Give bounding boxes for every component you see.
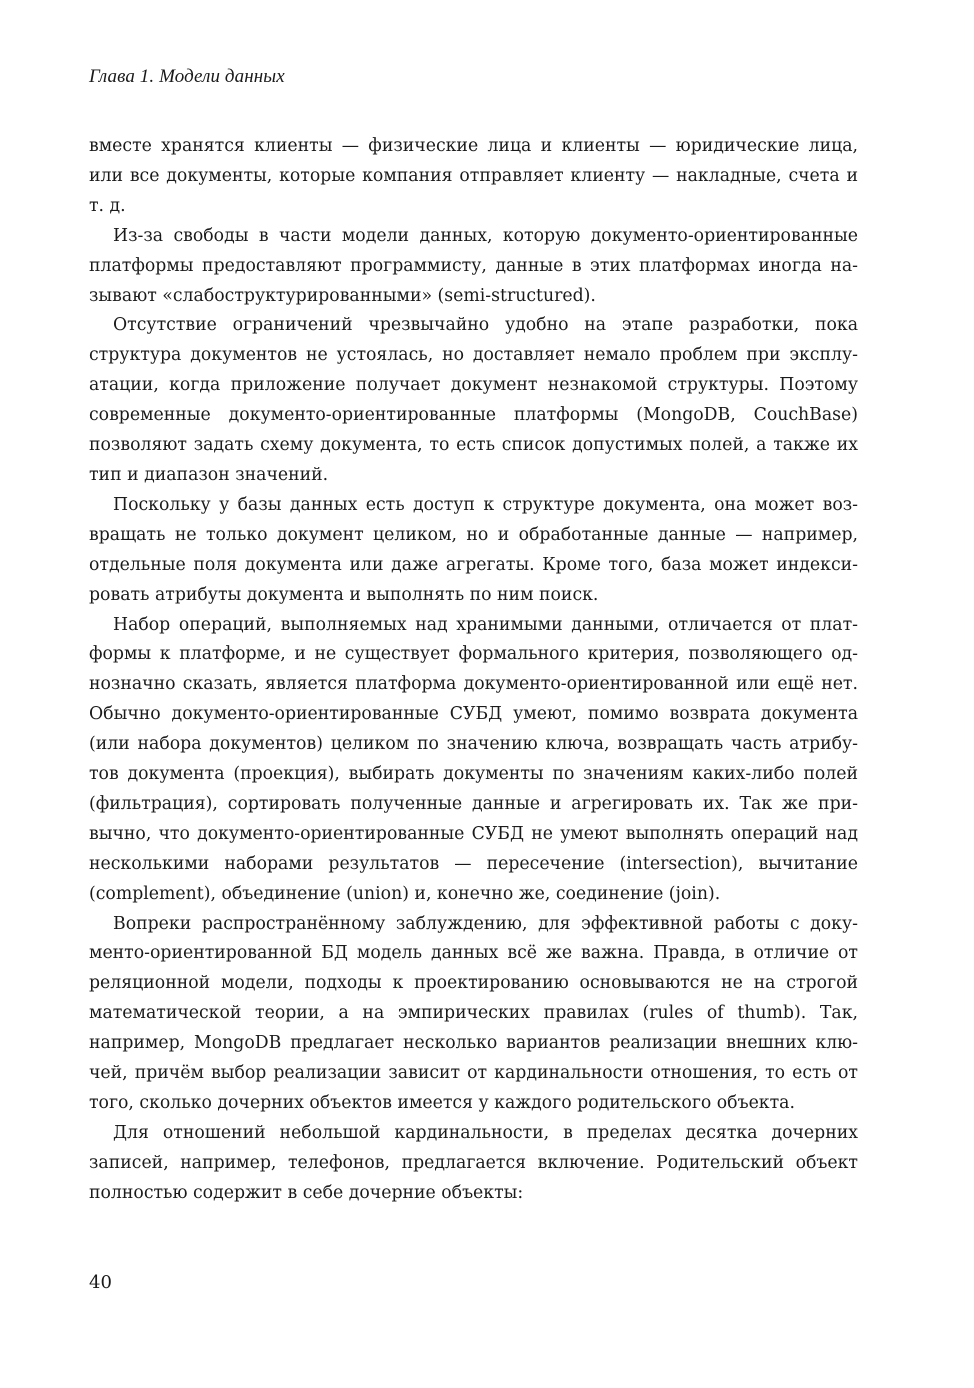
page-number: 40 [89, 1272, 112, 1293]
running-head: Глава 1. Модели данных [89, 66, 285, 87]
paragraph: Из-за свободы в части модели данных, которую документо-ориентированные платформы предоставляют программисту, данные в этих платформах иногда называют «слабоструктурированными» (semi-structured). [89, 225, 858, 306]
paragraph: Набор операций, выполняемых над хранимыми данными, отличается от платформы к платформе, и не существует формального критерия, позволяющего однозначно сказать, является платформа документо-ориентированной или ещё нет. Обычно документо-ориентированные СУБД умеют, помимо возврата документа (или набора документов) целиком по значению ключа, возвращать часть атрибутов документа (проекция), выбирать документы по значениям каких-либо полей (фильтрация), сортировать полученные данные и агрегировать их. Так же привычно, что документо-ориентированные СУБД не умеют выполнять операций над несколькими наборами результатов — пересечение (intersection), вычитание (complement), объединение (union) и, конечно же, соединение (join). [89, 614, 858, 904]
body-text [89, 132, 858, 1209]
paragraph: Поскольку у базы данных есть доступ к структуре документа, она может возвращать не только документ целиком, но и обработанные данные — например, отдельные поля документа или даже агрегаты. Кроме того, база может индексировать атрибуты документа и выполнять по ним поиск. [89, 494, 858, 605]
paragraph: Вопреки распространённому заблуждению, для эффективной работы с документо-ориентированной БД модель данных всё же важна. Правда, в отличие от реляционной модели, подходы к проектированию основываются не на строгой математической теории, а на эмпирических правилах (rules of thumb). Так, например, MongoDB предлагает несколько вариантов реализации внешних ключей, причём выбор реализации зависит от кардинальности отношения, то есть от того, сколько дочерних объектов имеется у каждого родительского объекта. [89, 913, 858, 1113]
paragraph: Отсутствие ограничений чрезвычайно удобно на этапе разработки, пока структура документов не устоялась, но доставляет немало проблем при эксплуатации, когда приложение получает документ незнакомой структуры. Поэтому современные документо-ориентированные платформы (MongoDB, CouchBase) позволяют задать схему документа, то есть список допустимых полей, а также их тип и диапазон значений. [89, 315, 858, 485]
paragraph: Для отношений небольшой кардинальности, в пределах десятка дочерних записей, например, телефонов, предлагается включение. Родительский объект полностью содержит в себе дочерние объекты: [89, 1122, 858, 1203]
paragraph-continuation: вместе хранятся клиенты — физические лица и клиенты — юридические лица, или все документы, которые компания отправляет клиенту — накладные, счета и т. д. [89, 136, 858, 216]
